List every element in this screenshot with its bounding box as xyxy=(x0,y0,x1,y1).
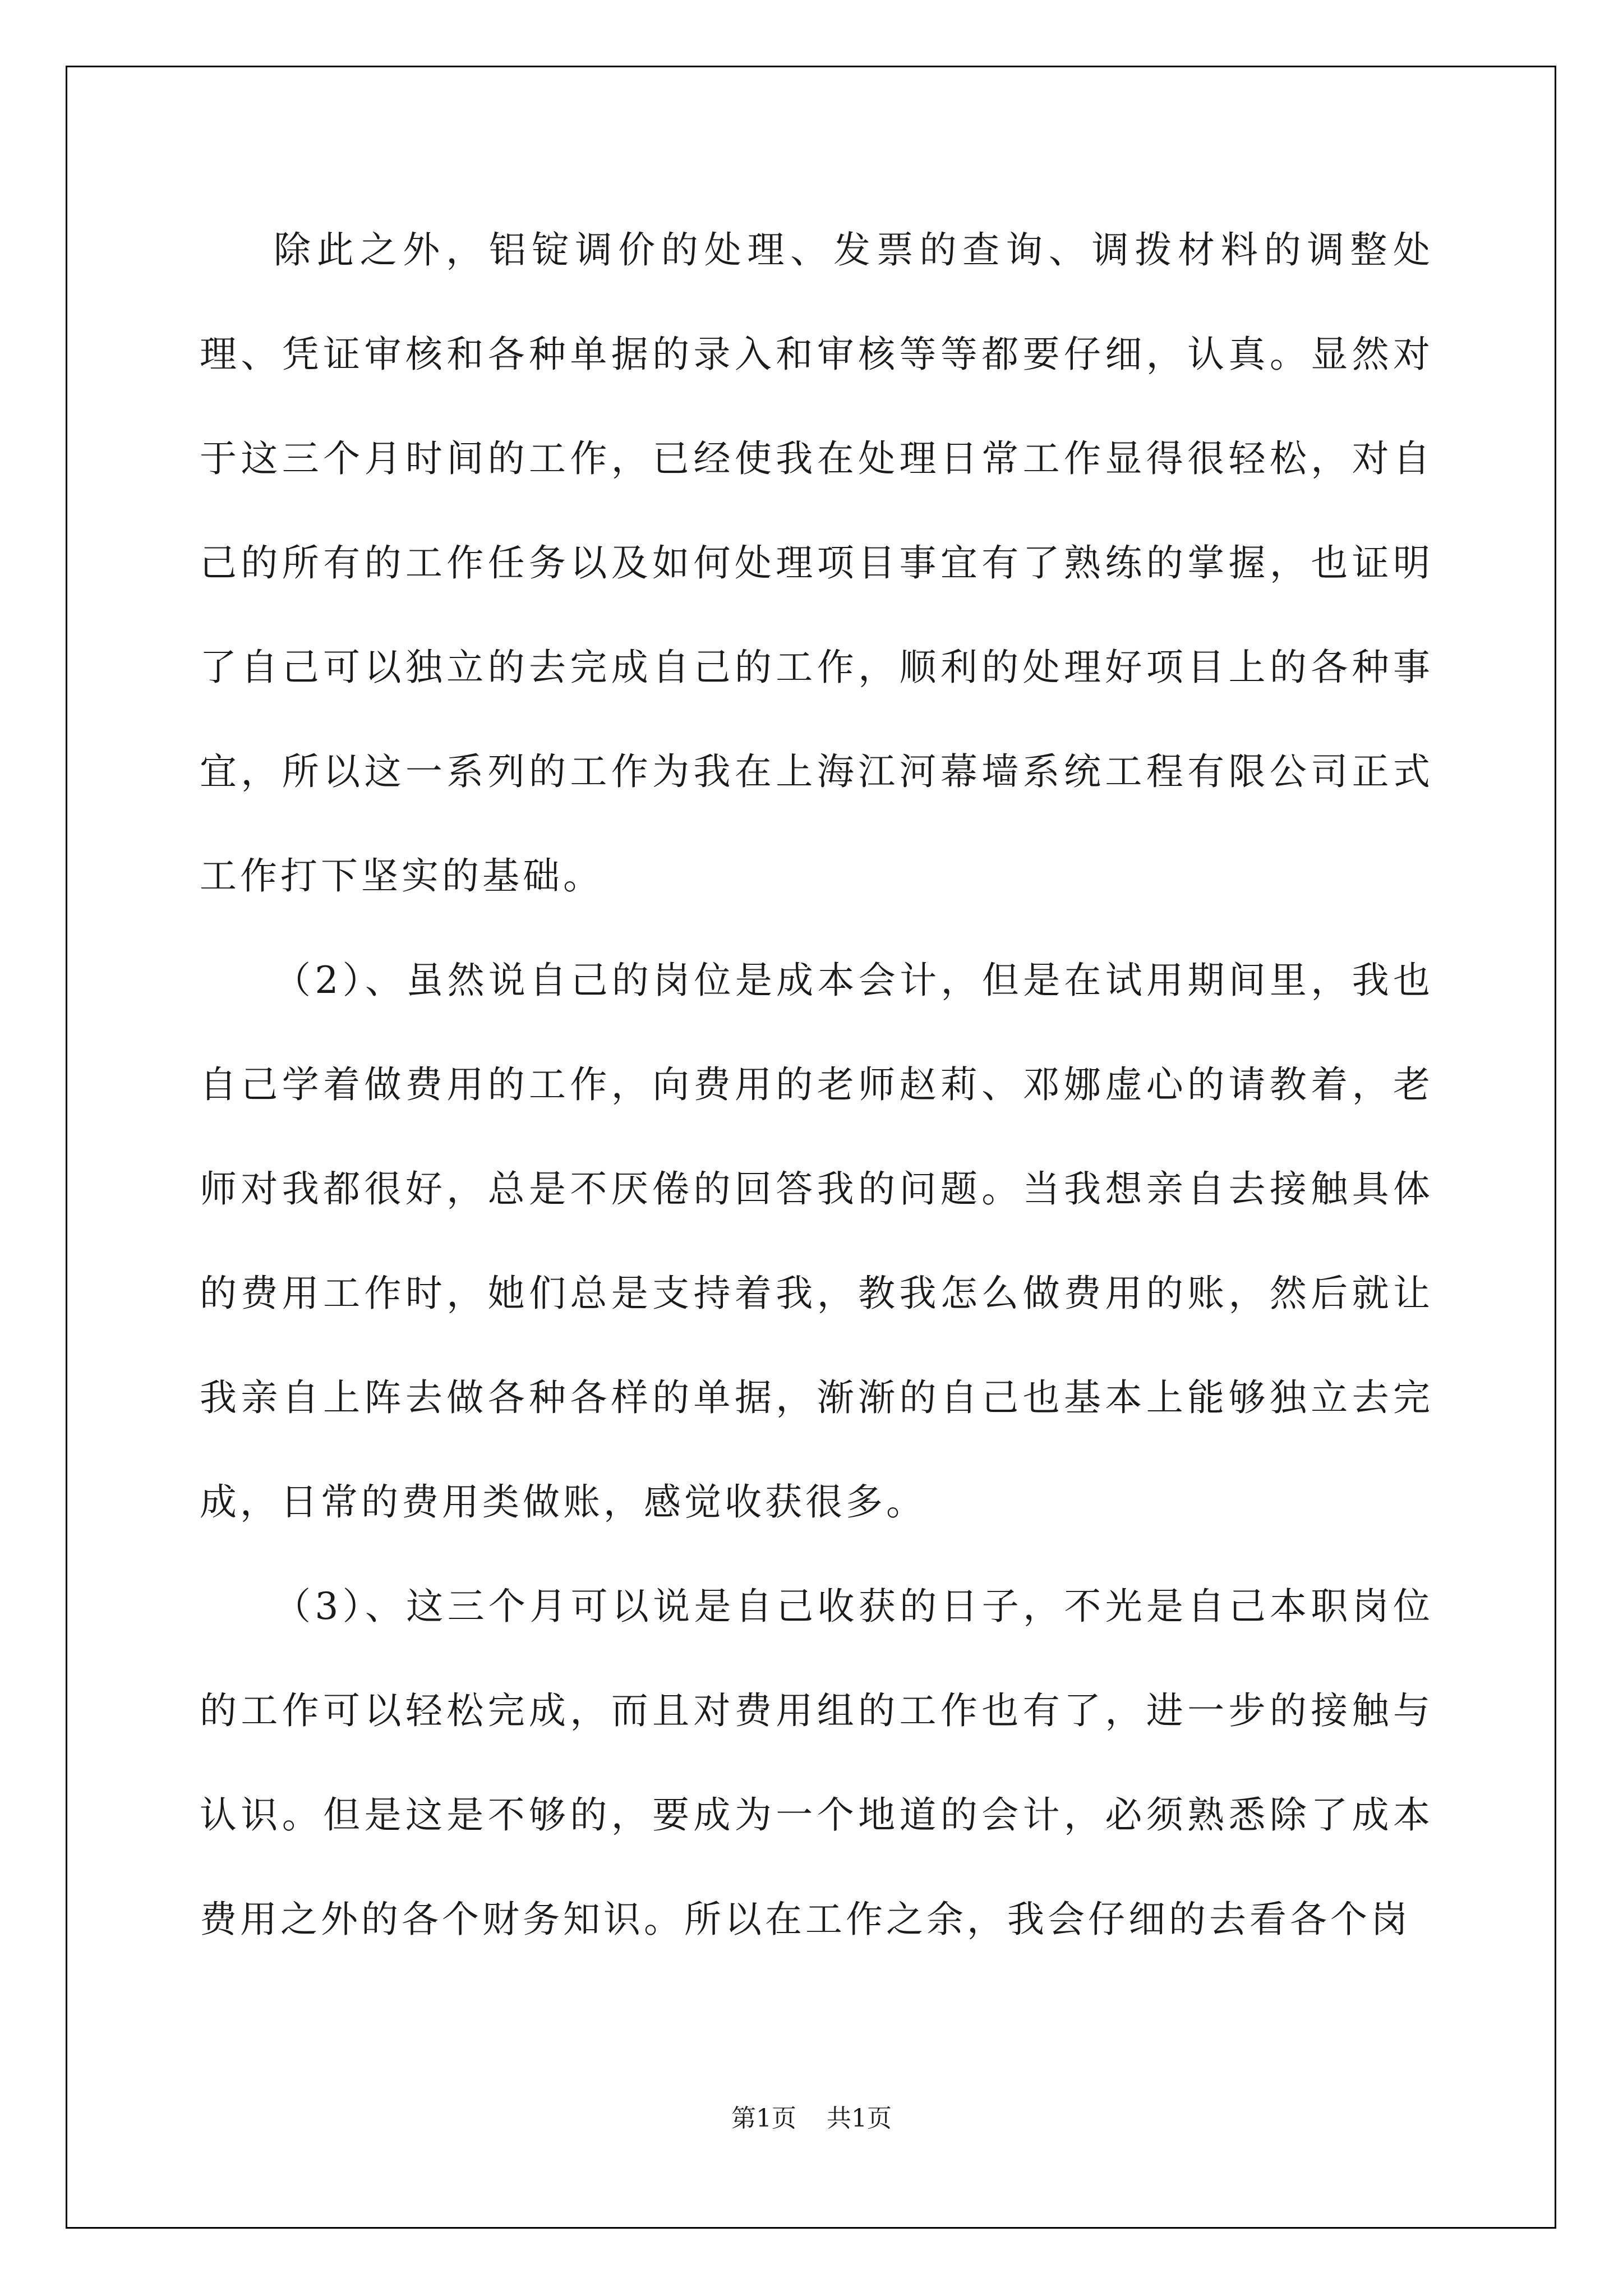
page-number: 第1页 xyxy=(731,2104,796,2133)
paragraph-1: 除此之外，铝锭调价的处理、发票的查询、调拨材料的调整处理、凭证审核和各种单据的录入和审核等等都要仔细，认真。显然对于这三个月时间的工作，已经使我在处理日常工作显得很轻松，对自己的所有的工作任务以及如何处理项目事宜有了熟练的掌握，也证明了自己可以独立的去完成自己的工作，顺利的处理好项目上的各种事宜，所以这一系列的工作为我在上海江河幕墙系统工程有限公司正式工作打下坚实的基础。 xyxy=(200,228,1433,898)
total-pages: 共1页 xyxy=(827,2104,892,2133)
paragraph-2: （2）、虽然说自己的岗位是成本会计，但是在试用期间里，我也自己学着做费用的工作，向费用的老师赵莉、邓娜虚心的请教着，老师对我都很好，总是不厌倦的回答我的问题。当我想亲自去接触具体的费用工作时，她们总是支持着我，教我怎么做费用的账，然后就让我亲自上阵去做各种各样的单据，渐渐的自己也基本上能够独立去完成，日常的费用类做账，感觉收获很多。 xyxy=(200,959,1433,1524)
document-body xyxy=(200,198,1433,1972)
paragraph-3: （3）、这三个月可以说是自己收获的日子，不光是自己本职岗位的工作可以轻松完成，而且对费用组的工作也有了，进一步的接触与认识。但是这是不够的，要成为一个地道的会计，必须熟悉除了成本费用之外的各个财务知识。所以在工作之余，我会仔细的去看各个岗 xyxy=(200,1585,1433,1941)
page-footer xyxy=(0,2098,1623,2134)
